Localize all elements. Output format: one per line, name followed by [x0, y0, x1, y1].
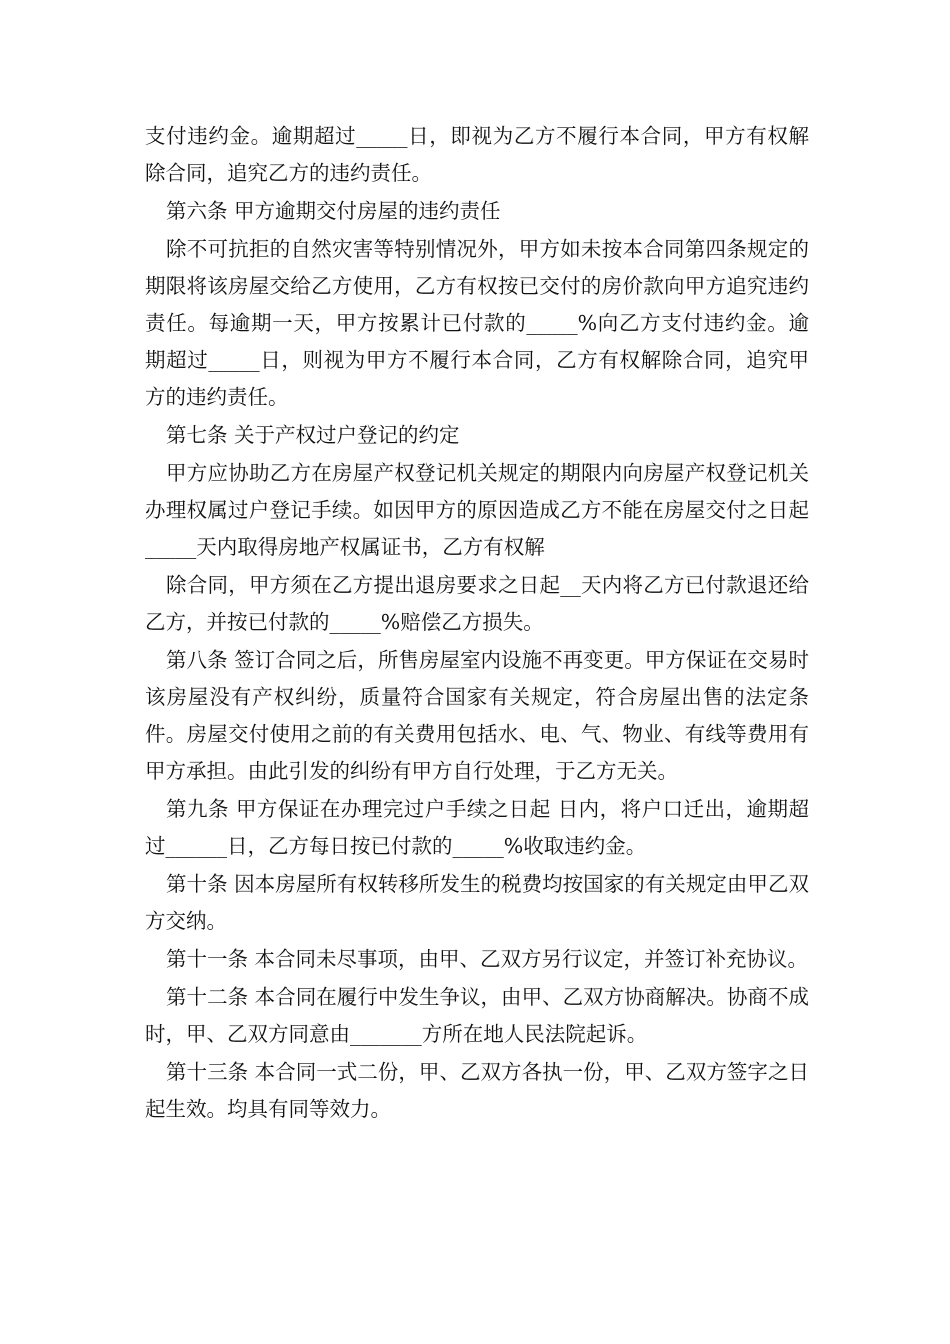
article-13: 第十三条 本合同一式二份，甲、乙双方各执一份，甲、乙双方签字之日起生效。均具有同等效力。: [145, 1060, 809, 1121]
article-7-heading: 第七条 关于产权过户登记的约定: [166, 423, 460, 447]
article-7-body: 甲方应协助乙方在房屋产权登记机关规定的期限内向房屋产权登记机关办理权属过户登记手续。如因甲方的原因造成乙方不能在房屋交付之日起_____天内取得房地产权属证书，乙方有权解: [145, 461, 809, 559]
article-11: 第十一条 本合同未尽事项，由甲、乙双方另行议定，并签订补充协议。: [166, 947, 809, 971]
document-page: [145, 118, 809, 1129]
article-7-body-continued: 除合同，甲方须在乙方提出退房要求之日起__天内将乙方已付款退还给乙方，并按已付款的_____%赔偿乙方损失。: [145, 573, 809, 634]
article-10: 第十条 因本房屋所有权转移所发生的税费均按国家的有关规定由甲乙双方交纳。: [145, 872, 809, 933]
article-9: 第九条 甲方保证在办理完过户手续之日起 日内，将户口迁出，逾期超过______日，乙方每日按已付款的_____%收取违约金。: [145, 797, 809, 858]
article-6-heading: 第六条 甲方逾期交付房屋的违约责任: [166, 199, 501, 223]
article-12: 第十二条 本合同在履行中发生争议，由甲、乙双方协商解决。协商不成时，甲、乙双方同意由_______方所在地人民法院起诉。: [145, 985, 809, 1046]
article-6-body: 除不可抗拒的自然灾害等特别情况外，甲方如未按本合同第四条规定的期限将该房屋交给乙方使用，乙方有权按已交付的房价款向甲方追究违约责任。每逾期一天，甲方按累计已付款的_____%向乙方支付违约金。逾期超过_____日，则视为甲方不履行本合同，乙方有权解除合同，追究甲方的违约责任。: [145, 237, 809, 409]
paragraph-breach-continued: 支付违约金。逾期超过_____日，即视为乙方不履行本合同，甲方有权解除合同，追究乙方的违约责任。: [145, 124, 809, 185]
article-8: 第八条 签订合同之后，所售房屋室内设施不再变更。甲方保证在交易时该房屋没有产权纠纷，质量符合国家有关规定，符合房屋出售的法定条件。房屋交付使用之前的有关费用包括水、电、气、物业、有线等费用有甲方承担。由此引发的纠纷有甲方自行处理，于乙方无关。: [145, 648, 809, 783]
